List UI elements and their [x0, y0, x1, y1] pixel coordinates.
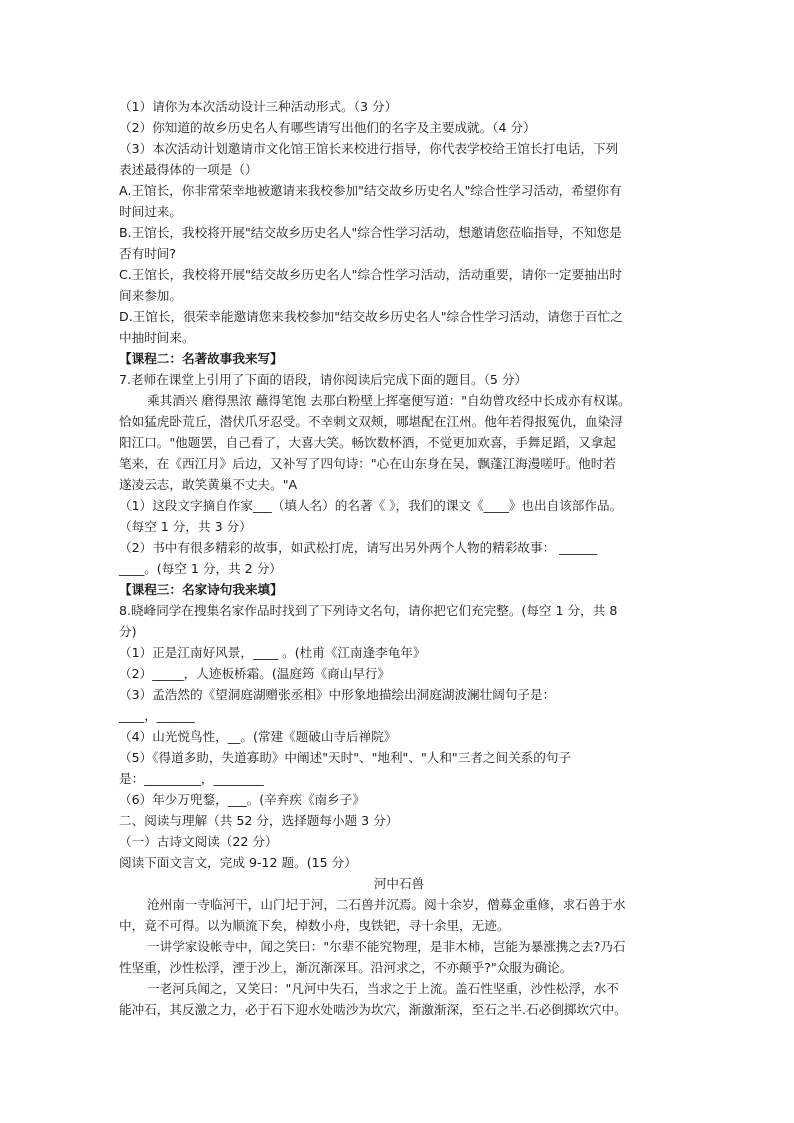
q7-prompt: 7.老师在课堂上引用了下面的语段，请你阅读后完成下面的题目。（5 分）: [119, 372, 528, 387]
passage-line: 能冲石，其反激之力，必于石下迎水处啮沙为坎穴，渐激渐深，至石之半.石必倒掷坎穴中。: [119, 1002, 627, 1017]
passage-line: 一讲学家设帐寺中，闻之笑曰："尔辈不能究物理，是非木柿，岂能为暴涨携之去?乃石: [147, 939, 626, 954]
q7-passage-line: 笔来，在《西江月》后边，又补写了四句诗："心在山东身在吴，飘蓬江海漫嗟吁。他时若: [119, 456, 616, 471]
option-d: D.王馆长，很荣幸能邀请您来我校参加"结交故乡历史名人"综合性学习活动，请您于百忙之: [119, 309, 623, 324]
option-a: A.王馆长，你非常荣幸地被邀请来我校参加"结交故乡历史名人"综合性学习活动，希望你有: [119, 183, 622, 198]
option-d-cont: 中抽时间来。: [119, 330, 195, 345]
passage-line: 一老河兵闻之，又笑曰："凡河中失石，当求之于上流。盖石性坚重，沙性松浮，水不: [147, 981, 619, 996]
q7-passage-line: 阳江口。"他题罢，自己看了，大喜大笑。畅饮数杯酒，不觉更加欢喜，手舞足蹈，又拿起: [119, 435, 616, 450]
q7-part2: （2）书中有很多精彩的故事，如武松打虎，请写出另外两个人物的精彩故事： ______: [119, 540, 597, 555]
option-c-cont: 间来参加。: [119, 288, 182, 303]
document-page: [119, 96, 679, 1020]
q8-item-blank: 是：_________，________: [119, 771, 264, 786]
q7-part1-score: （每空 1 分，共 3 分）: [119, 519, 252, 534]
q6-part2: （2）你知道的故乡历史名人有哪些请写出他们的名字及主要成就。（4 分）: [119, 120, 536, 135]
q8-item: （4）山光悦鸟性，__。(常建《题破山寺后禅院》: [119, 729, 397, 744]
q8-item: （2）_____，人迹板桥霜。(温庭筠《商山早行》: [119, 666, 391, 681]
q7-passage-line: 乘其酒兴 磨得黑浓 蘸得笔饱 去那白粉壁上挥毫便写道："自幼曾攻经中长成亦有权谋。: [147, 393, 631, 408]
passage-title: 河中石兽: [373, 876, 425, 891]
q8-item: （6）年少万兜鍪，___。(辛弃疾《南乡子》: [119, 792, 365, 807]
section-heading-course-2: 【课程二：名著故事我来写】: [119, 351, 283, 366]
passage-line: 沧州南一寺临河干，山门圮于河，二石兽并沉焉。阅十余岁，僧募金重修，求石兽于水: [147, 897, 626, 912]
passage-line: 中，竟不可得。以为顺流下矣，棹数小舟，曳铁钯，寻十余里，无迹。: [119, 918, 510, 933]
q8-item: （1）正是江南好风景，____ 。(杜甫《江南逢李龟年》: [119, 645, 426, 660]
option-b-cont: 否有时间?: [119, 246, 177, 261]
q8-item: （3）孟浩然的《望洞庭湖赠张丞相》中形象地描绘出洞庭湖波澜壮阔句子是：: [119, 687, 556, 702]
q8-item-blank: ____，______: [119, 708, 195, 723]
q6-part1: （1）请你为本次活动设计三种活动形式。（3 分）: [119, 99, 398, 114]
q8-prompt-cont: 分): [119, 624, 137, 639]
option-c: C.王馆长，我校将开展"结交故乡历史名人"综合性学习活动，活动重要，请你一定要抽出时: [119, 267, 622, 282]
q7-passage-line: 恰如猛虎卧荒丘，潜伏爪牙忍受。不幸刺文双颊，哪堪配在江州。他年若得报冤仇，血染浔: [119, 414, 623, 429]
q7-part2-cont: ____。(每空 1 分，共 2 分）: [119, 561, 282, 576]
part-two-heading: 二、阅读与理解（共 52 分，选择题每小题 3 分）: [119, 813, 399, 828]
reading-instruction: 阅读下面文言文，完成 9-12 题。(15 分）: [119, 855, 357, 870]
q8-prompt: 8.晓峰同学在搜集名家作品时找到了下列诗文名句，请你把它们充完整。(每空 1 分，共 8: [119, 603, 618, 618]
option-b: B.王馆长，我校将开展"结交故乡历史名人"综合性学习活动，想邀请您莅临指导，不知您是: [119, 225, 622, 240]
q7-passage-line: 遂凌云志，敢笑黄巢不丈夫。"A: [119, 477, 298, 492]
subsection-heading: （一）古诗文阅读（22 分）: [119, 834, 278, 849]
q6-part3-cont: 表述最得体的一项是（）: [119, 162, 258, 177]
q7-part1: （1）这段文字摘自作家___（填人名）的名著《 》，我们的课文《____》也出自该部作品。: [119, 498, 623, 513]
option-a-cont: 时间过来。: [119, 204, 182, 219]
passage-line: 性坚重，沙性松浮，湮于沙上，渐沉渐深耳。沿河求之，不亦颠乎?"众服为确论。: [119, 960, 573, 975]
section-heading-course-3: 【课程三：名家诗句我来填】: [119, 582, 283, 597]
q8-item: （5）《得道多助，失道寡助》中阐述"天时"、"地利"、"人和"三者之间关系的句子: [119, 750, 572, 765]
q6-part3: （3）本次活动计划邀请市文化馆王馆长来校进行指导，你代表学校给王馆长打电话，下列: [119, 141, 619, 156]
